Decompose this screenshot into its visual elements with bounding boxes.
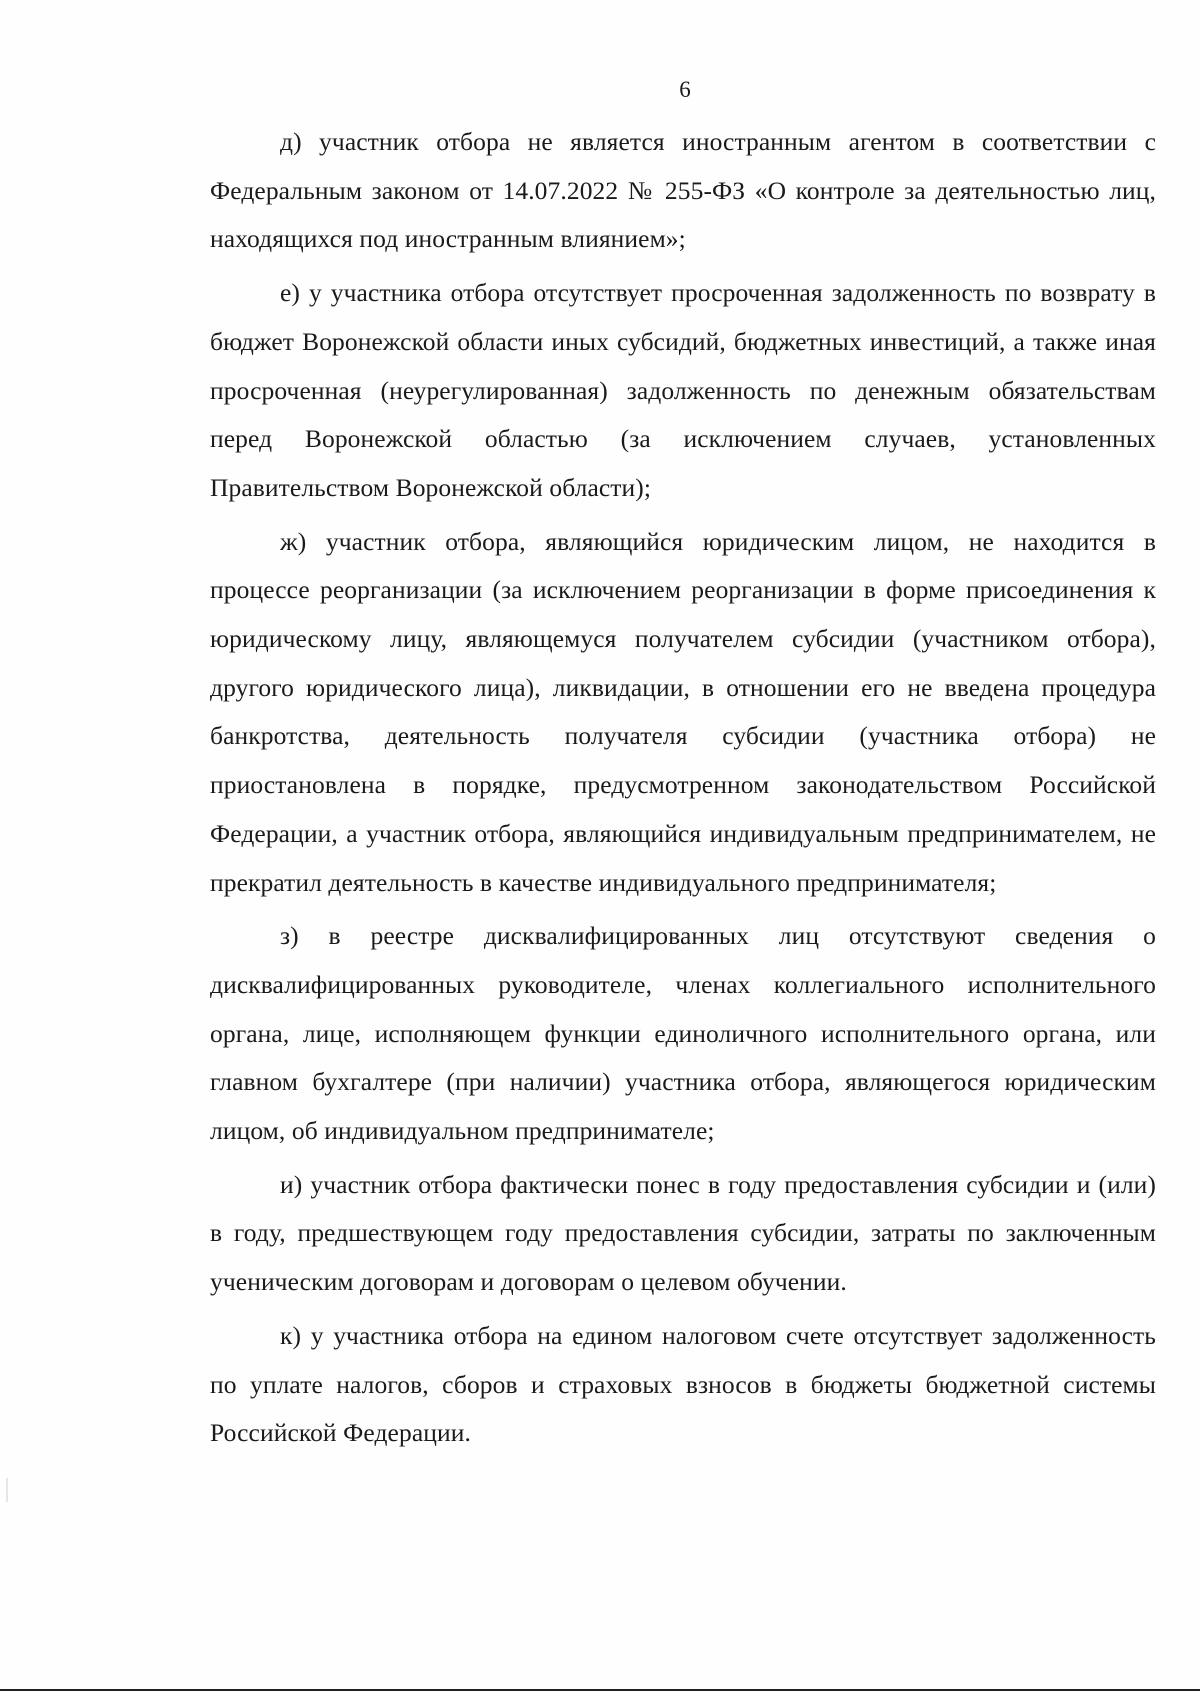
bottom-rule-divider <box>0 1689 1200 1691</box>
paragraph-zh: ж) участник отбора, являющийся юридическим лицом, не находится в процессе реорганизации (за исключением реорганизации в форме присоединения к юридическому лицу, являющемуся получателем субсидии (участником отбора), другого юридического лица), ликвидации, в отношении его не введена процедура банкротства, деятельность получателя субсидии (участника отбора) не приостановлена в порядке, предусмотренном законодательством Российской Федерации, а участник отбора, являющийся индивидуальным предпринимателем, не прекратил деятельность в качестве индивидуального предпринимателя; <box>210 526 1156 897</box>
paragraph-z: з) в реестре дисквалифицированных лиц отсутствуют сведения о дисквалифицированных руководителе, членах коллегиального исполнительного органа, лице, исполняющем функции единоличного исполнительного органа, или главном бухгалтере (при наличии) участника отбора, являющегося юридическим лицом, об индивидуальном предпринимателе; <box>210 921 1156 1146</box>
page-number-text: 6 <box>679 77 691 102</box>
paragraph-k: к) у участника отбора на едином налоговом счете отсутствует задолженность по уплате налогов, сборов и страховых взносов в бюджеты бюджетной системы Российской Федерации. <box>210 1320 1156 1448</box>
paragraph-i: и) участник отбора фактически понес в году предоставления субсидии и (или) в году, предшествующем году предоставления субсидии, затраты по заключенным ученическим договорам и договорам о целевом обучении. <box>210 1169 1156 1297</box>
document-body <box>210 118 1156 1463</box>
scan-artifact <box>6 1478 8 1502</box>
paragraph-e: е) у участника отбора отсутствует просроченная задолженность по возврату в бюджет Воронежской области иных субсидий, бюджетных инвестиций, а также иная просроченная (неурегулированная) задолженность по денежным обязательствам перед Воронежской областью (за исключением случаев, установленных Правительством Воронежской области); <box>210 278 1156 502</box>
page-number <box>0 76 1200 104</box>
paragraph-d: д) участник отбора не является иностранным агентом в соответствии с Федеральным законом от 14.07.2022 № 255-ФЗ «О контроле за деятельностью лиц, находящихся под иностранным влиянием»; <box>210 127 1156 254</box>
